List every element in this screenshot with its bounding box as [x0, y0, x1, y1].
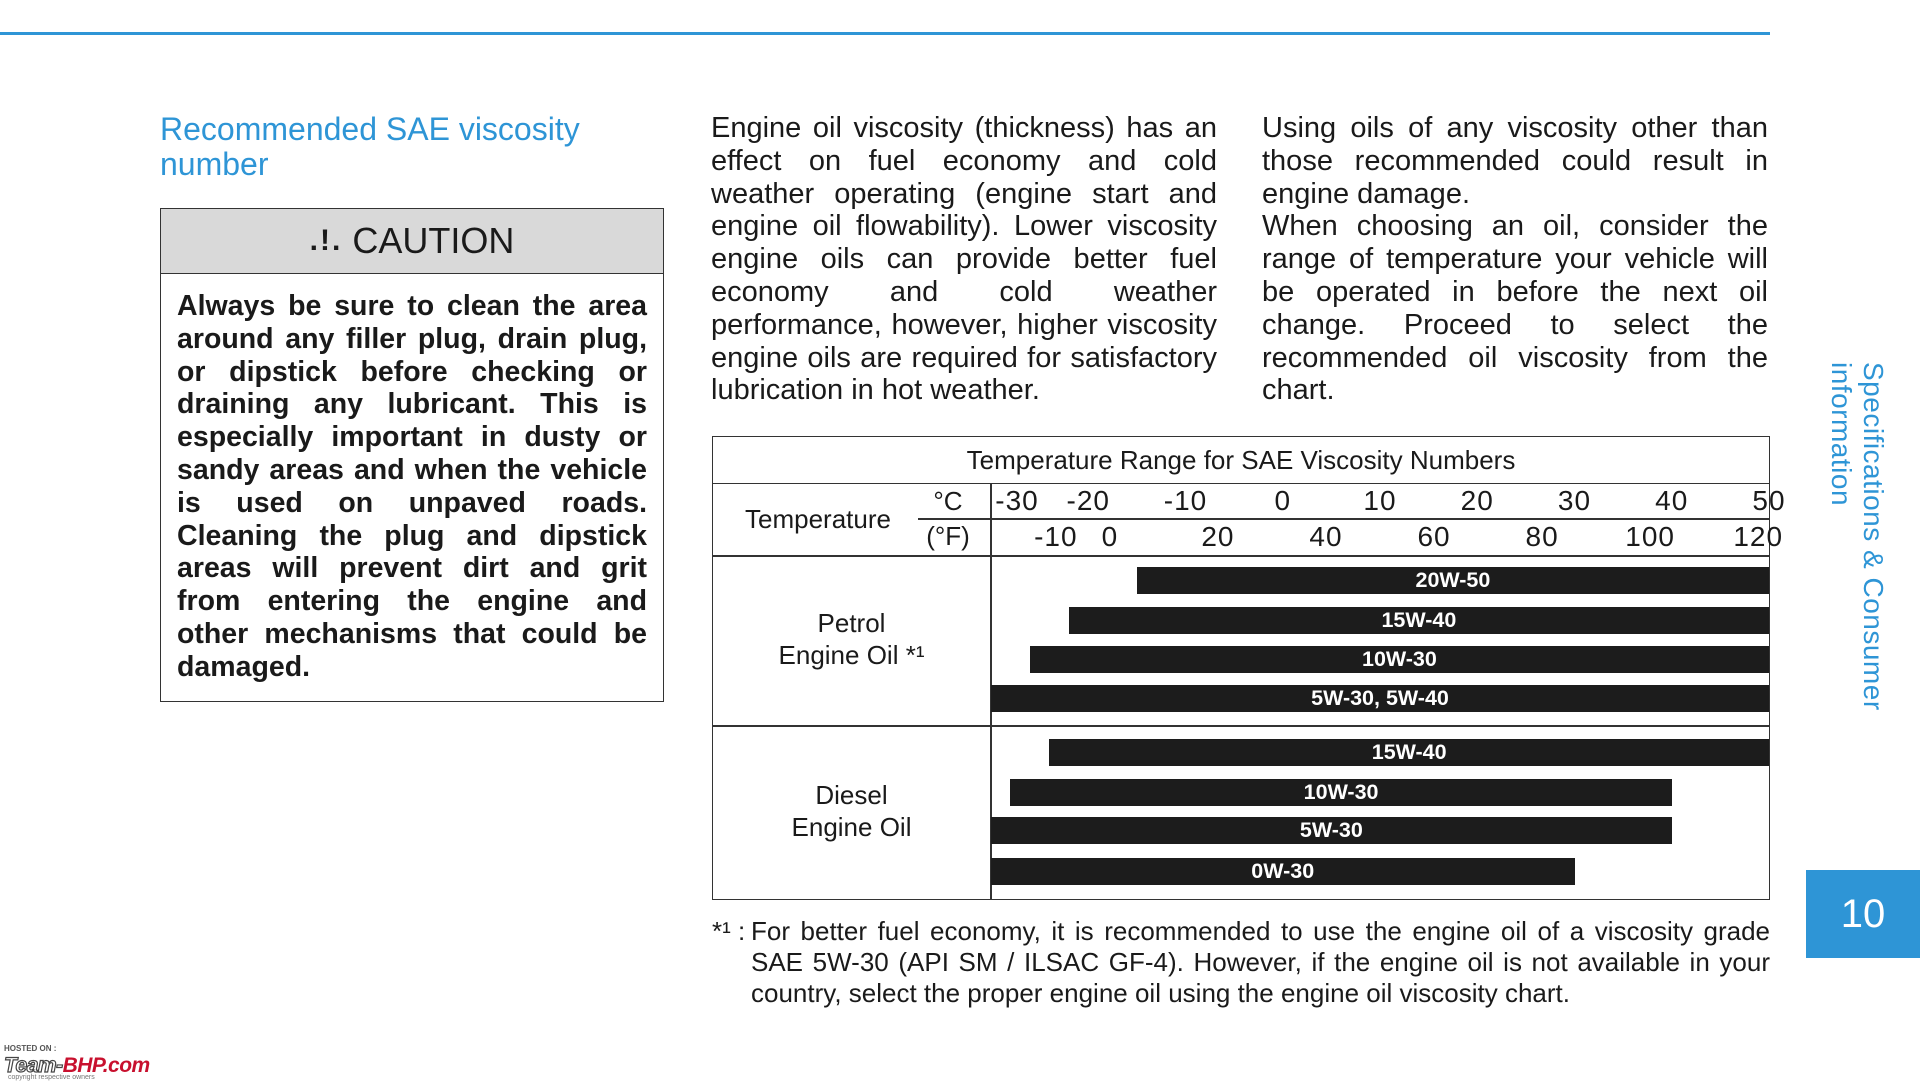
celsius-tick-label: -10: [1163, 485, 1208, 516]
celsius-tick-label: 30: [1557, 485, 1592, 516]
fahrenheit-tick-label: -10: [1034, 521, 1078, 552]
warning-icon: .!.: [309, 224, 343, 257]
viscosity-bar: 5W-30, 5W-40: [991, 685, 1769, 712]
chapter-number-tab: 10: [1806, 870, 1920, 958]
fahrenheit-tick-label: 120: [1733, 521, 1784, 552]
oil-choice-column: [1262, 112, 1768, 407]
fahrenheit-tick-label: 80: [1525, 521, 1559, 552]
chart-title: Temperature Range for SAE Viscosity Numbers: [713, 437, 1769, 484]
viscosity-intro-column: [711, 112, 1217, 407]
watermark-copyright: copyright respective owners: [8, 1074, 95, 1081]
diesel-label-line1: Diesel: [815, 780, 888, 810]
caution-box: [160, 208, 664, 702]
logo-part-bhp: BHP.com: [62, 1054, 150, 1077]
header-divider: [713, 555, 1769, 557]
petrol-group-label: [713, 607, 990, 671]
temperature-row-header: Temperature: [745, 504, 891, 534]
group-divider: [713, 725, 1769, 727]
celsius-tick-label: 50: [1752, 485, 1786, 516]
caution-title: CAUTION: [352, 220, 515, 261]
fahrenheit-unit: (°F): [926, 521, 970, 551]
top-rule: [0, 32, 1770, 35]
celsius-tick-label: 40: [1655, 485, 1689, 516]
viscosity-bar: 20W-50: [1137, 567, 1769, 594]
fahrenheit-tick-label: 60: [1417, 521, 1451, 552]
petrol-label-line2: Engine Oil *¹: [778, 640, 925, 670]
viscosity-chart: [712, 436, 1786, 900]
viscosity-bar: 15W-40: [1069, 607, 1769, 634]
caution-header: [161, 209, 663, 274]
celsius-tick-label: -30: [995, 485, 1039, 516]
celsius-unit: °C: [933, 486, 963, 516]
celsius-tick-label: 20: [1460, 485, 1494, 516]
viscosity-bar: 10W-30: [1030, 646, 1769, 673]
fahrenheit-tick-label: 0: [1101, 521, 1119, 552]
celsius-tick-label: 10: [1363, 485, 1397, 516]
viscosity-bar: 15W-40: [1049, 739, 1769, 766]
oil-choice-paragraph: When choosing an oil, consider the range of temperature your vehicle will be operated in before the next oil change. Proceed to select the recommended oil viscosity from the chart.: [1262, 210, 1768, 407]
damage-warning-paragraph: Using oils of any viscosity other than those recommended could result in engine damage.: [1262, 112, 1768, 210]
diesel-group-label: [713, 779, 990, 843]
caution-body: Always be sure to clean the area around any filler plug, drain plug, or dipstick before checking or draining any lubricant. This is especially important in dusty or sandy areas and when the vehicle is used on unpaved roads. Cleaning the plug and dipstick areas will prevent dirt and grit from entering the engine and other mechanisms that could be damaged.: [177, 290, 647, 683]
watermark-hosted-label: HOSTED ON :: [4, 1044, 57, 1053]
viscosity-bar: 10W-30: [1010, 779, 1671, 806]
fahrenheit-tick-label: 100: [1625, 521, 1675, 552]
section-sidebar-label: Specifications & Consumer information: [1826, 362, 1889, 711]
scale-divider: [918, 518, 1769, 520]
viscosity-intro-paragraph: Engine oil viscosity (thickness) has an effect on fuel economy and cold weather operating (engine start and engine oil flowability). Lower viscosity engine oils can provide better fuel economy and cold weather performance, however, higher viscosity engine oils are required for satisfactory lubrication in hot weather.: [711, 112, 1217, 407]
celsius-tick-label: 0: [1274, 485, 1292, 516]
petrol-label-line1: Petrol: [817, 608, 886, 638]
viscosity-bar: 5W-30: [991, 817, 1672, 844]
section-heading: Recommended SAE viscosity number: [160, 111, 580, 182]
team-bhp-watermark: [4, 1044, 194, 1081]
diesel-label-line2: Engine Oil: [791, 812, 912, 842]
footnote-text: For better fuel economy, it is recommended to use the engine oil of a viscosity grade SAE 5W-30 (API SM / ILSAC GF-4). However, if the engine oil is not available in your country, select the proper engine oil using the engine oil viscosity chart.: [751, 916, 1770, 1008]
footnote: [712, 916, 1770, 1009]
footnote-mark: *¹ :: [712, 916, 746, 946]
viscosity-bar: 0W-30: [991, 858, 1575, 885]
logo-part-team: Team-: [4, 1054, 63, 1077]
fahrenheit-tick-label: 20: [1201, 521, 1235, 552]
celsius-tick-label: -20: [1066, 485, 1110, 516]
fahrenheit-tick-label: 40: [1309, 521, 1343, 552]
